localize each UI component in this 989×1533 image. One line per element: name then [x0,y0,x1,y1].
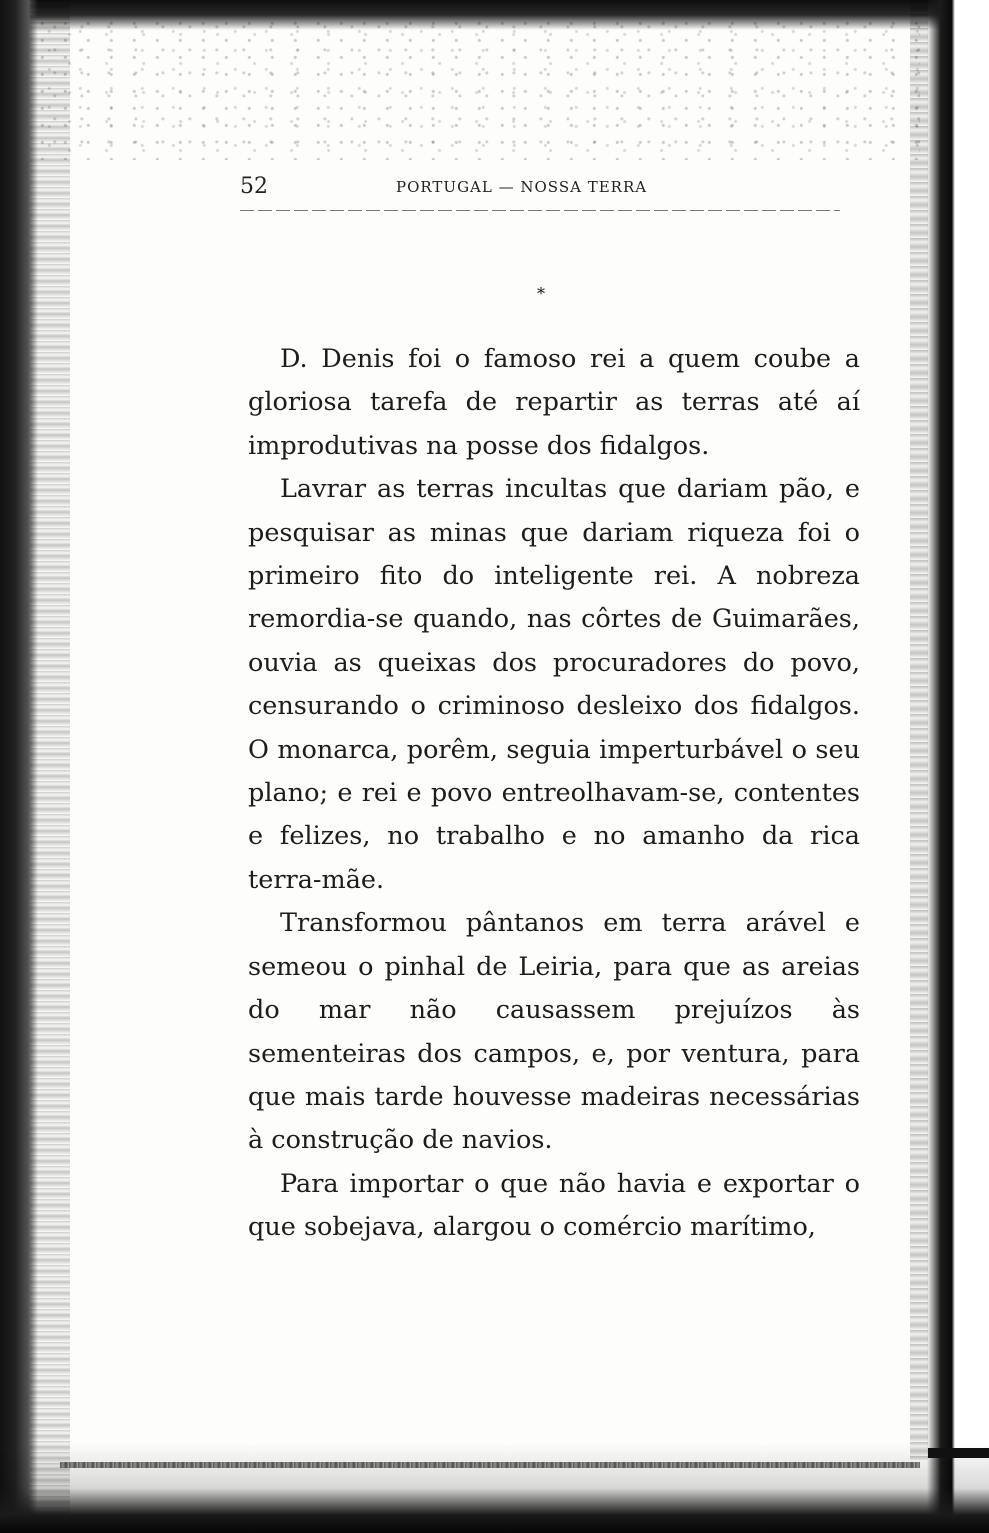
body-text [248,338,860,1250]
paragraph: Para importar o que não havia e exportar o que sobejava, alargou o comércio marítimo, [248,1168,860,1243]
running-head [240,172,840,206]
page-number: 52 [240,174,268,199]
header-rule [240,210,840,211]
scan-edge-bottom [0,1443,989,1533]
scan-speckle [40,20,920,160]
scan-edge-right-texture [910,0,928,1460]
scan-edge-left-texture [30,0,70,1533]
scan-bottom-line [60,1462,920,1468]
paragraph: Lavrar as terras incultas que dariam pão, e pesquisar as minas que dariam riqueza foi o primeiro fito do inteligente rei. A nobreza remordia-se quando, nas côrtes de Guimarães, ouvia as queixas dos procuradores do povo, censurando o criminoso desleixo dos fidalgos. O monarca, porêm, seguia imperturbável o seu plano; e rei e povo entreolhavam-se, contentes e felizes, no trabalho e no amanho da rica terra-mãe. [248,474,860,895]
paragraph: Transformou pântanos em terra arável e semeou o pinhal de Leiria, para que as areias do mar não causassem prejuízos às sementeiras dos campos, e, por ventura, para que mais tarde houvesse madeiras necessárias à construção de navios. [248,908,860,1156]
paragraph: D. Denis foi o famoso rei a quem coube a gloriosa tarefa de repartir as terras até aí improdutivas na posse dos fidalgos. [248,344,860,461]
scan-right-bar [928,1448,989,1458]
running-title: PORTUGAL — NOSSA TERRA [396,178,648,196]
asterisk-ornament: * [537,284,545,303]
scan-edge-right [927,0,989,1533]
